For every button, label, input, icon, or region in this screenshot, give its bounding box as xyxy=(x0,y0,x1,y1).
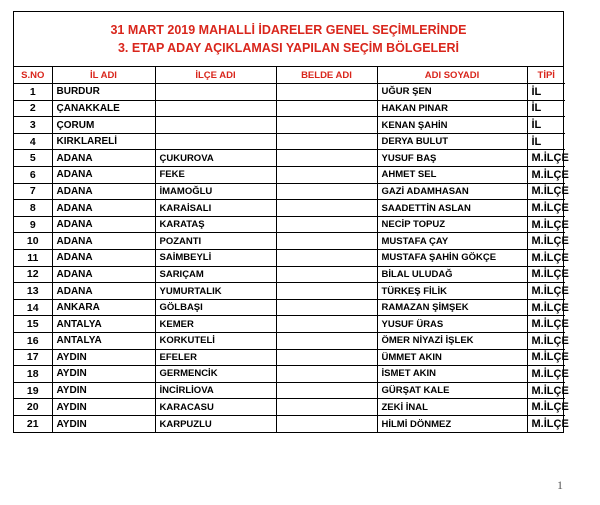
table-row xyxy=(14,333,565,350)
cell-ilce-adi: ÇUKUROVA xyxy=(155,150,276,167)
cell-adi-soyadi: TÜRKEŞ FİLİK xyxy=(377,283,527,300)
cell-ilce-adi: KARATAŞ xyxy=(155,216,276,233)
cell-belde-adi xyxy=(276,266,377,283)
cell-tipi: M.İLÇE xyxy=(527,200,565,217)
cell-il-adi: ADANA xyxy=(52,266,155,283)
cell-tipi: M.İLÇE xyxy=(527,349,565,366)
cell-belde-adi xyxy=(276,150,377,167)
cell-tipi: M.İLÇE xyxy=(527,415,565,432)
cell-adi-soyadi: DERYA BULUT xyxy=(377,133,527,150)
cell-adi-soyadi: ZEKİ İNAL xyxy=(377,399,527,416)
cell-adi-soyadi: HAKAN PINAR xyxy=(377,100,527,117)
cell-ilce-adi: EFELER xyxy=(155,349,276,366)
table-row xyxy=(14,399,565,416)
table-row xyxy=(14,150,565,167)
cell-il-adi: ANTALYA xyxy=(52,333,155,350)
table-row xyxy=(14,366,565,383)
table-header-row xyxy=(14,67,565,84)
cell-il-adi: ANKARA xyxy=(52,299,155,316)
cell-sno: 12 xyxy=(14,266,52,283)
cell-adi-soyadi: YUSUF BAŞ xyxy=(377,150,527,167)
cell-adi-soyadi: AHMET SEL xyxy=(377,167,527,184)
table-row xyxy=(14,117,565,134)
cell-tipi: M.İLÇE xyxy=(527,316,565,333)
table-row xyxy=(14,133,565,150)
table-row xyxy=(14,200,565,217)
cell-il-adi: ADANA xyxy=(52,150,155,167)
cell-ilce-adi xyxy=(155,133,276,150)
cell-sno: 13 xyxy=(14,283,52,300)
table-row xyxy=(14,415,565,432)
cell-adi-soyadi: MUSTAFA ŞAHİN GÖKÇE xyxy=(377,250,527,267)
cell-adi-soyadi: SAADETTİN ASLAN xyxy=(377,200,527,217)
cell-tipi: M.İLÇE xyxy=(527,233,565,250)
header-sno: S.NO xyxy=(14,67,52,84)
cell-tipi: M.İLÇE xyxy=(527,250,565,267)
cell-ilce-adi: KARACASU xyxy=(155,399,276,416)
cell-sno: 5 xyxy=(14,150,52,167)
cell-sno: 17 xyxy=(14,349,52,366)
cell-sno: 2 xyxy=(14,100,52,117)
cell-belde-adi xyxy=(276,183,377,200)
cell-tipi: M.İLÇE xyxy=(527,333,565,350)
table-row xyxy=(14,283,565,300)
cell-sno: 1 xyxy=(14,84,52,101)
cell-il-adi: AYDIN xyxy=(52,349,155,366)
cell-il-adi: ADANA xyxy=(52,183,155,200)
cell-belde-adi xyxy=(276,399,377,416)
cell-ilce-adi: POZANTI xyxy=(155,233,276,250)
cell-adi-soyadi: YUSUF ÜRAS xyxy=(377,316,527,333)
page-number: 1 xyxy=(557,478,563,492)
cell-il-adi: AYDIN xyxy=(52,382,155,399)
cell-il-adi: BURDUR xyxy=(52,84,155,101)
cell-tipi: İL xyxy=(527,100,565,117)
cell-sno: 14 xyxy=(14,299,52,316)
cell-il-adi: AYDIN xyxy=(52,399,155,416)
candidate-table xyxy=(14,67,569,432)
cell-belde-adi xyxy=(276,349,377,366)
header-tipi: TİPİ xyxy=(527,67,565,84)
cell-sno: 9 xyxy=(14,216,52,233)
cell-tipi: M.İLÇE xyxy=(527,366,565,383)
cell-adi-soyadi: ÜMMET AKIN xyxy=(377,349,527,366)
cell-belde-adi xyxy=(276,250,377,267)
cell-adi-soyadi: BİLAL ULUDAĞ xyxy=(377,266,527,283)
cell-belde-adi xyxy=(276,333,377,350)
cell-ilce-adi: SARIÇAM xyxy=(155,266,276,283)
table-row xyxy=(14,299,565,316)
cell-belde-adi xyxy=(276,316,377,333)
cell-belde-adi xyxy=(276,133,377,150)
cell-belde-adi xyxy=(276,299,377,316)
cell-il-adi: KIRKLARELİ xyxy=(52,133,155,150)
cell-ilce-adi: GÖLBAŞI xyxy=(155,299,276,316)
cell-il-adi: ÇORUM xyxy=(52,117,155,134)
header-ilce-adi: İLÇE ADI xyxy=(155,67,276,84)
cell-sno: 11 xyxy=(14,250,52,267)
cell-ilce-adi: KARAİSALI xyxy=(155,200,276,217)
table-row xyxy=(14,349,565,366)
cell-tipi: M.İLÇE xyxy=(527,283,565,300)
cell-sno: 18 xyxy=(14,366,52,383)
table-row xyxy=(14,167,565,184)
table-row xyxy=(14,216,565,233)
cell-ilce-adi: YUMURTALIK xyxy=(155,283,276,300)
cell-ilce-adi: KEMER xyxy=(155,316,276,333)
cell-tipi: İL xyxy=(527,117,565,134)
cell-adi-soyadi: KENAN ŞAHİN xyxy=(377,117,527,134)
cell-adi-soyadi: MUSTAFA ÇAY xyxy=(377,233,527,250)
cell-sno: 15 xyxy=(14,316,52,333)
cell-adi-soyadi: GAZİ ADAMHASAN xyxy=(377,183,527,200)
cell-tipi: M.İLÇE xyxy=(527,266,565,283)
table-row xyxy=(14,266,565,283)
cell-tipi: M.İLÇE xyxy=(527,167,565,184)
cell-tipi: M.İLÇE xyxy=(527,150,565,167)
cell-tipi: M.İLÇE xyxy=(527,382,565,399)
cell-tipi: M.İLÇE xyxy=(527,216,565,233)
cell-adi-soyadi: RAMAZAN ŞİMŞEK xyxy=(377,299,527,316)
cell-ilce-adi xyxy=(155,84,276,101)
cell-tipi: M.İLÇE xyxy=(527,299,565,316)
cell-belde-adi xyxy=(276,415,377,432)
table-row xyxy=(14,316,565,333)
header-belde-adi: BELDE ADI xyxy=(276,67,377,84)
cell-sno: 4 xyxy=(14,133,52,150)
cell-sno: 19 xyxy=(14,382,52,399)
cell-ilce-adi: SAİMBEYLİ xyxy=(155,250,276,267)
table-row xyxy=(14,84,565,101)
cell-il-adi: ADANA xyxy=(52,283,155,300)
cell-ilce-adi: FEKE xyxy=(155,167,276,184)
title-line-1: 31 MART 2019 MAHALLİ İDARELER GENEL SEÇİMLERİNDE xyxy=(110,23,467,37)
header-adi-soyadi: ADI SOYADI xyxy=(377,67,527,84)
cell-sno: 6 xyxy=(14,167,52,184)
cell-il-adi: AYDIN xyxy=(52,415,155,432)
cell-ilce-adi: KARPUZLU xyxy=(155,415,276,432)
cell-adi-soyadi: UĞUR ŞEN xyxy=(377,84,527,101)
cell-belde-adi xyxy=(276,233,377,250)
table-body xyxy=(14,84,569,432)
cell-sno: 7 xyxy=(14,183,52,200)
cell-adi-soyadi: NECİP TOPUZ xyxy=(377,216,527,233)
cell-sno: 3 xyxy=(14,117,52,134)
cell-ilce-adi xyxy=(155,100,276,117)
cell-belde-adi xyxy=(276,216,377,233)
cell-belde-adi xyxy=(276,117,377,134)
cell-il-adi: AYDIN xyxy=(52,366,155,383)
cell-sno: 21 xyxy=(14,415,52,432)
cell-tipi: İL xyxy=(527,133,565,150)
cell-il-adi: ANTALYA xyxy=(52,316,155,333)
cell-belde-adi xyxy=(276,200,377,217)
cell-belde-adi xyxy=(276,167,377,184)
cell-ilce-adi xyxy=(155,117,276,134)
cell-adi-soyadi: ÖMER NİYAZİ İŞLEK xyxy=(377,333,527,350)
cell-il-adi: ADANA xyxy=(52,233,155,250)
cell-belde-adi xyxy=(276,366,377,383)
document-title xyxy=(14,12,563,67)
cell-adi-soyadi: HİLMİ DÖNMEZ xyxy=(377,415,527,432)
cell-sno: 8 xyxy=(14,200,52,217)
cell-sno: 20 xyxy=(14,399,52,416)
cell-tipi: İL xyxy=(527,84,565,101)
table-row xyxy=(14,233,565,250)
cell-il-adi: ADANA xyxy=(52,250,155,267)
cell-ilce-adi: İNCİRLİOVA xyxy=(155,382,276,399)
table-row xyxy=(14,100,565,117)
candidate-table-sheet xyxy=(13,11,569,433)
table-row xyxy=(14,250,565,267)
header-il-adi: İL ADI xyxy=(52,67,155,84)
cell-belde-adi xyxy=(276,283,377,300)
cell-il-adi: ADANA xyxy=(52,216,155,233)
cell-sno: 16 xyxy=(14,333,52,350)
cell-il-adi: ADANA xyxy=(52,167,155,184)
cell-belde-adi xyxy=(276,84,377,101)
cell-ilce-adi: KORKUTELİ xyxy=(155,333,276,350)
cell-belde-adi xyxy=(276,100,377,117)
title-line-2: 3. ETAP ADAY AÇIKLAMASI YAPILAN SEÇİM BÖLGELERİ xyxy=(117,41,460,55)
cell-tipi: M.İLÇE xyxy=(527,399,565,416)
cell-tipi: M.İLÇE xyxy=(527,183,565,200)
cell-adi-soyadi: İSMET AKIN xyxy=(377,366,527,383)
cell-belde-adi xyxy=(276,382,377,399)
table-row xyxy=(14,183,565,200)
cell-adi-soyadi: GÜRŞAT KALE xyxy=(377,382,527,399)
cell-ilce-adi: İMAMOĞLU xyxy=(155,183,276,200)
cell-sno: 10 xyxy=(14,233,52,250)
cell-il-adi: ÇANAKKALE xyxy=(52,100,155,117)
cell-ilce-adi: GERMENCİK xyxy=(155,366,276,383)
table-row xyxy=(14,382,565,399)
cell-il-adi: ADANA xyxy=(52,200,155,217)
